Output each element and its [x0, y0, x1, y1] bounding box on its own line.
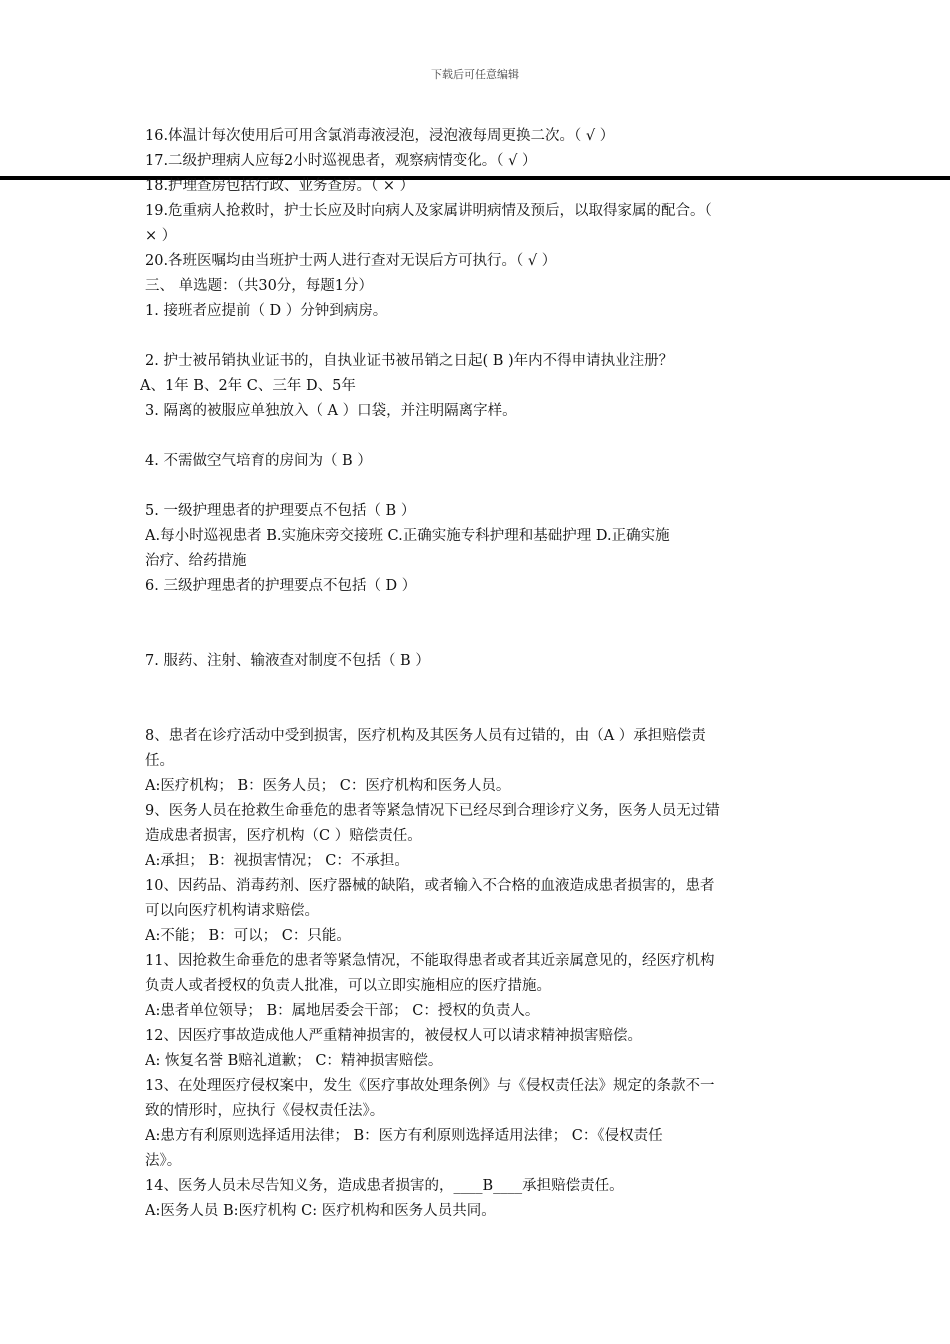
- text-line: 17.二级护理病人应每2小时巡视患者，观察病情变化。（ √ ）: [145, 153, 537, 169]
- text-line: A:医疗机构； B：医务人员； C：医疗机构和医务人员。: [145, 778, 511, 794]
- text-line: 法》。: [145, 1153, 182, 1169]
- text-line: 18.护理查房包括行政、业务查房。（ × ）: [145, 178, 415, 194]
- page-header: 下载后可任意编辑: [431, 68, 519, 81]
- text-line: 4. 不需做空气培育的房间为（ B ）: [145, 453, 372, 469]
- text-line: 19.危重病人抢救时，护士长应及时向病人及家属讲明病情及预后，以取得家属的配合。（: [145, 203, 712, 219]
- text-line: 20.各班医嘱均由当班护士两人进行查对无误后方可执行。（ √ ）: [145, 253, 557, 269]
- text-line: A:医务人员 B:医疗机构 C: 医疗机构和医务人员共同。: [145, 1203, 496, 1219]
- text-line: 2. 护士被吊销执业证书的，自执业证书被吊销之日起( B )年内不得申请执业注册？: [145, 353, 674, 369]
- text-line: A: 恢复名誉 B赔礼道歉； C：精神损害赔偿。: [145, 1053, 443, 1069]
- text-line: A.每小时巡视患者 B.实施床旁交接班 C.正确实施专科护理和基础护理 D.正确实施: [145, 528, 670, 544]
- text-line: 造成患者损害，医疗机构（C ）赔偿责任。: [145, 828, 422, 844]
- text-line: 6. 三级护理患者的护理要点不包括（ D ）: [145, 578, 417, 594]
- text-line: 治疗、给药措施: [145, 553, 247, 569]
- text-line: 12、因医疗事故造成他人严重精神损害的，被侵权人可以请求精神损害赔偿。: [145, 1028, 642, 1044]
- text-line: A:不能； B：可以； C：只能。: [145, 928, 351, 944]
- text-line: × ）: [145, 228, 177, 244]
- text-line: A:患者单位领导； B：属地居委会干部； C：授权的负责人。: [145, 1003, 540, 1019]
- text-line: A:患方有利原则选择适用法律； B：医方有利原则选择适用法律； C：《侵权责任: [145, 1128, 663, 1144]
- text-line: 5. 一级护理患者的护理要点不包括（ B ）: [145, 503, 416, 519]
- text-line: 16.体温计每次使用后可用含氯消毒液浸泡，浸泡液每周更换二次。（ √ ）: [145, 128, 615, 144]
- text-line: 可以向医疗机构请求赔偿。: [145, 903, 319, 919]
- text-line: 11、因抢救生命垂危的患者等紧急情况，不能取得患者或者其近亲属意见的，经医疗机构: [145, 953, 715, 969]
- text-line: 14、医务人员未尽告知义务，造成患者损害的，____B____承担赔偿责任。: [145, 1178, 624, 1194]
- text-line: 9、医务人员在抢救生命垂危的患者等紧急情况下已经尽到合理诊疗义务，医务人员无过错: [145, 803, 720, 819]
- text-line: 7. 服药、注射、输液查对制度不包括（ B ）: [145, 653, 430, 669]
- text-line: A:承担； B：视损害情况； C：不承担。: [145, 853, 409, 869]
- text-line: 致的情形时，应执行《侵权责任法》。: [145, 1103, 385, 1119]
- text-line: 3. 隔离的被服应单独放入（ A ）口袋，并注明隔离字样。: [145, 403, 517, 419]
- text-line: 任。: [145, 753, 174, 769]
- text-line: 三、 单选题：（共30分，每题1分）: [145, 278, 374, 294]
- text-line: 10、因药品、消毒药剂、医疗器械的缺陷，或者输入不合格的血液造成患者损害的，患者: [145, 878, 715, 894]
- text-line: A、1年 B、2年 C、三年 D、5年: [140, 378, 356, 394]
- text-line: 13、在处理医疗侵权案中，发生《医疗事故处理条例》与《侵权责任法》规定的条款不一: [145, 1078, 715, 1094]
- text-line: 1. 接班者应提前（ D ）分钟到病房。: [145, 303, 388, 319]
- text-line: 负责人或者授权的负责人批准，可以立即实施相应的医疗措施。: [145, 978, 551, 994]
- text-line: 8、患者在诊疗活动中受到损害，医疗机构及其医务人员有过错的，由（A ）承担赔偿责: [145, 728, 706, 744]
